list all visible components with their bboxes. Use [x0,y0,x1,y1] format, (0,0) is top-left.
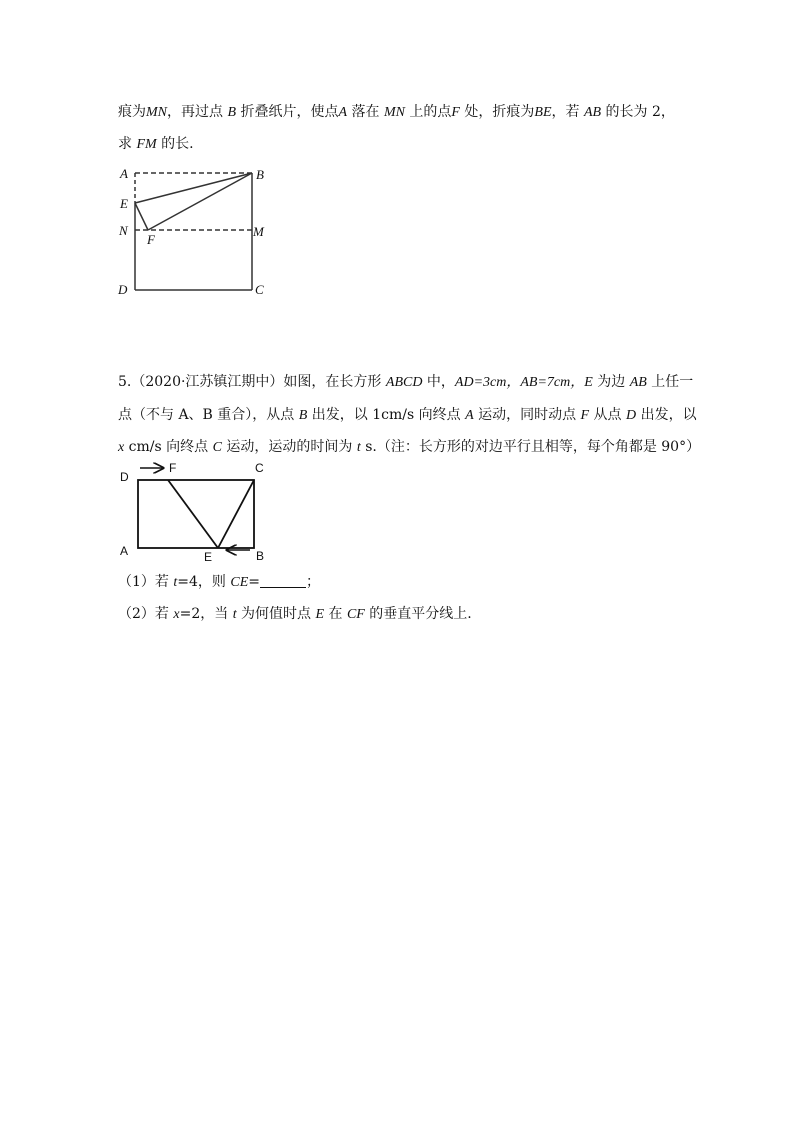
problem4-line2: 求 FM 的长. [118,136,194,152]
label-D: D [118,282,128,297]
label-N: N [119,223,128,238]
fold-be [135,173,252,203]
problem5-line3: x cm/s 向终点 C 运动，运动的时间为 t s.（注：长方形的对边平行且相等，每个角都是 90°） [118,439,701,455]
answer-blank[interactable] [260,573,306,588]
label-D: D [120,470,129,484]
label-B: B [256,167,264,182]
problem5-question2: （2）若 x=2，当 t 为何值时点 E 在 CF 的垂直平分线上. [118,606,472,622]
problem4-figure [110,160,280,305]
label-E: E [120,196,128,211]
problem5-line1: 5.（2020·江苏镇江期中）如图，在长方形 ABCD 中，AD=3cm，AB=7cm，E 为边 AB 上任一 [118,374,694,390]
problem5-question1: （1）若 t=4，则 CE= ； [118,574,320,590]
label-C: C [255,461,264,475]
segment-bf [148,173,252,230]
label-M: M [253,224,264,239]
label-C: C [255,282,264,297]
segment-ec [218,480,254,548]
problem5-line2: 点（不与 A、B 重合），从点 B 出发，以 1cm/s 向终点 A 运动，同时动点 F 从点 D 出发，以 [118,407,697,423]
segment-ef [135,203,148,230]
problem4-line1: 痕为MN，再过点 B 折叠纸片，使点A 落在 MN 上的点F 处，折痕为BE，若 AB 的长为 2， [118,104,675,120]
segment-fe [168,480,218,548]
problem5-figure [110,458,280,566]
label-A: A [120,166,128,181]
label-F: F [169,461,177,475]
label-F: F [147,232,155,247]
label-B: B [256,549,265,563]
label-E: E [204,550,213,564]
label-A: A [120,544,129,558]
